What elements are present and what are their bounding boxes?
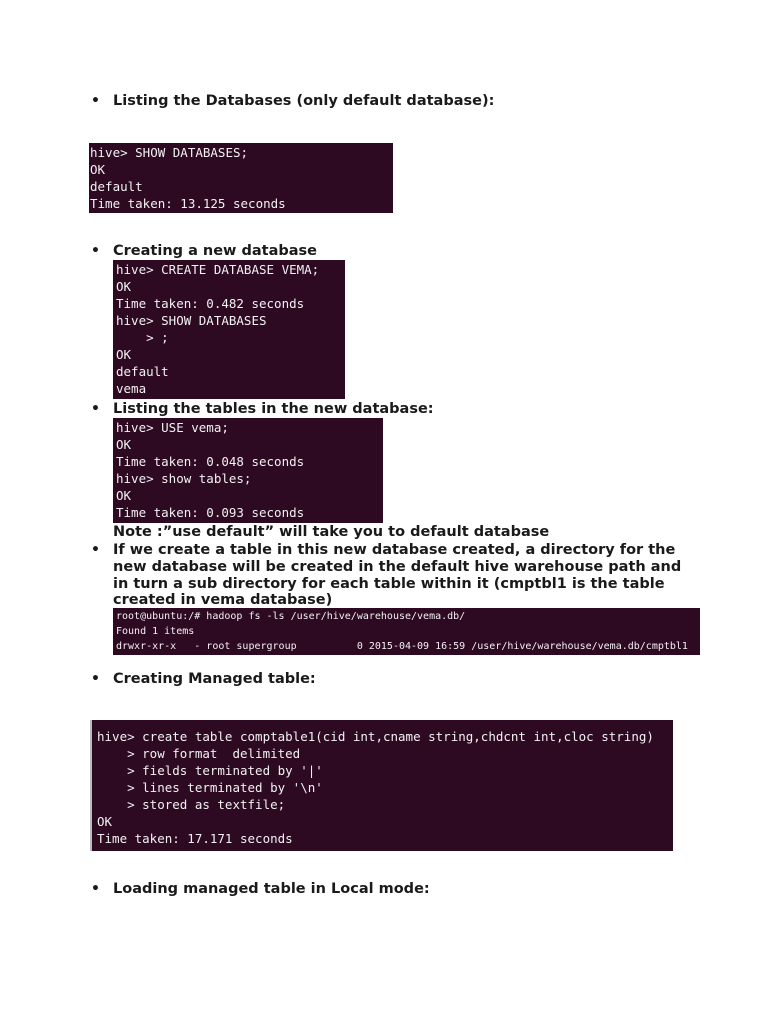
bullet-text: Creating a new database (113, 243, 318, 259)
terminal-create-table (90, 720, 673, 851)
bullet-loading-managed (91, 881, 430, 898)
terminal-line: hive> create table comptable1(cid int,cname string,chdcnt int,cloc string) (97, 729, 654, 744)
bullet-text: Creating Managed table: (113, 671, 316, 687)
bullet-icon: • (91, 671, 100, 687)
bullet-icon: • (91, 93, 100, 109)
terminal-line: > fields terminated by '|' (97, 763, 323, 778)
terminal-line: > row format delimited (97, 746, 301, 761)
terminal-line: hive> show tables; (116, 471, 252, 486)
terminal-hadoop-ls (113, 608, 700, 655)
terminal-line: > stored as textfile; (97, 797, 286, 812)
terminal-line: OK (116, 437, 132, 452)
terminal-line: > ; (116, 330, 169, 345)
bullet-listing-databases (91, 93, 495, 110)
bullet-directory-info (91, 542, 676, 559)
terminal-line: OK (116, 488, 132, 503)
terminal-line: hive> USE vema; (116, 420, 229, 435)
terminal-use-vema (113, 418, 383, 523)
terminal-line: Time taken: 0.048 seconds (116, 454, 305, 469)
bullet-icon: • (91, 542, 100, 558)
bullet-create-database (91, 243, 318, 260)
terminal-line: > lines terminated by '\n' (97, 780, 323, 795)
terminal-line: OK (90, 162, 106, 177)
terminal-line: OK (116, 347, 132, 362)
bullet-text: If we create a table in this new database created, a directory for the (113, 542, 676, 558)
terminal-line: hive> CREATE DATABASE VEMA; (116, 262, 320, 277)
terminal-line: root@ubuntu:/# hadoop fs -ls /user/hive/warehouse/vema.db/ (116, 611, 466, 622)
terminal-line: Found 1 items (116, 626, 195, 637)
terminal-line: drwxr-xr-x - root supergroup 0 2015-04-09 16:59 /user/hive/warehouse/vema.db/cmptbl1 (116, 641, 688, 652)
terminal-line: Time taken: 17.171 seconds (97, 831, 293, 846)
bullet-icon: • (91, 243, 100, 259)
terminal-line: hive> SHOW DATABASES; (90, 145, 249, 160)
bullet-text-continued: created in vema database) (113, 592, 333, 608)
bullet-text-continued: new database will be created in the default hive warehouse path and (113, 559, 682, 575)
terminal-create-database (113, 260, 345, 399)
bullet-text-continued: in turn a sub directory for each table within it (cmptbl1 is the table (113, 576, 665, 592)
terminal-line: OK (97, 814, 113, 829)
bullet-text: Listing the tables in the new database: (113, 401, 434, 417)
terminal-show-databases (89, 143, 393, 213)
terminal-line: Time taken: 0.482 seconds (116, 296, 305, 311)
terminal-line: default (90, 179, 143, 194)
bullet-listing-tables (91, 401, 434, 418)
terminal-line: vema (116, 381, 147, 396)
terminal-line: hive> SHOW DATABASES (116, 313, 267, 328)
bullet-managed-table (91, 671, 316, 688)
terminal-line: OK (116, 279, 132, 294)
bullet-text: Loading managed table in Local mode: (113, 881, 430, 897)
terminal-line: default (116, 364, 169, 379)
note-text: Note :”use default” will take you to default database (113, 524, 550, 540)
bullet-icon: • (91, 881, 100, 897)
terminal-line: Time taken: 13.125 seconds (90, 196, 286, 211)
bullet-text: Listing the Databases (only default database): (113, 93, 495, 109)
terminal-line: Time taken: 0.093 seconds (116, 505, 305, 520)
bullet-icon: • (91, 401, 100, 417)
